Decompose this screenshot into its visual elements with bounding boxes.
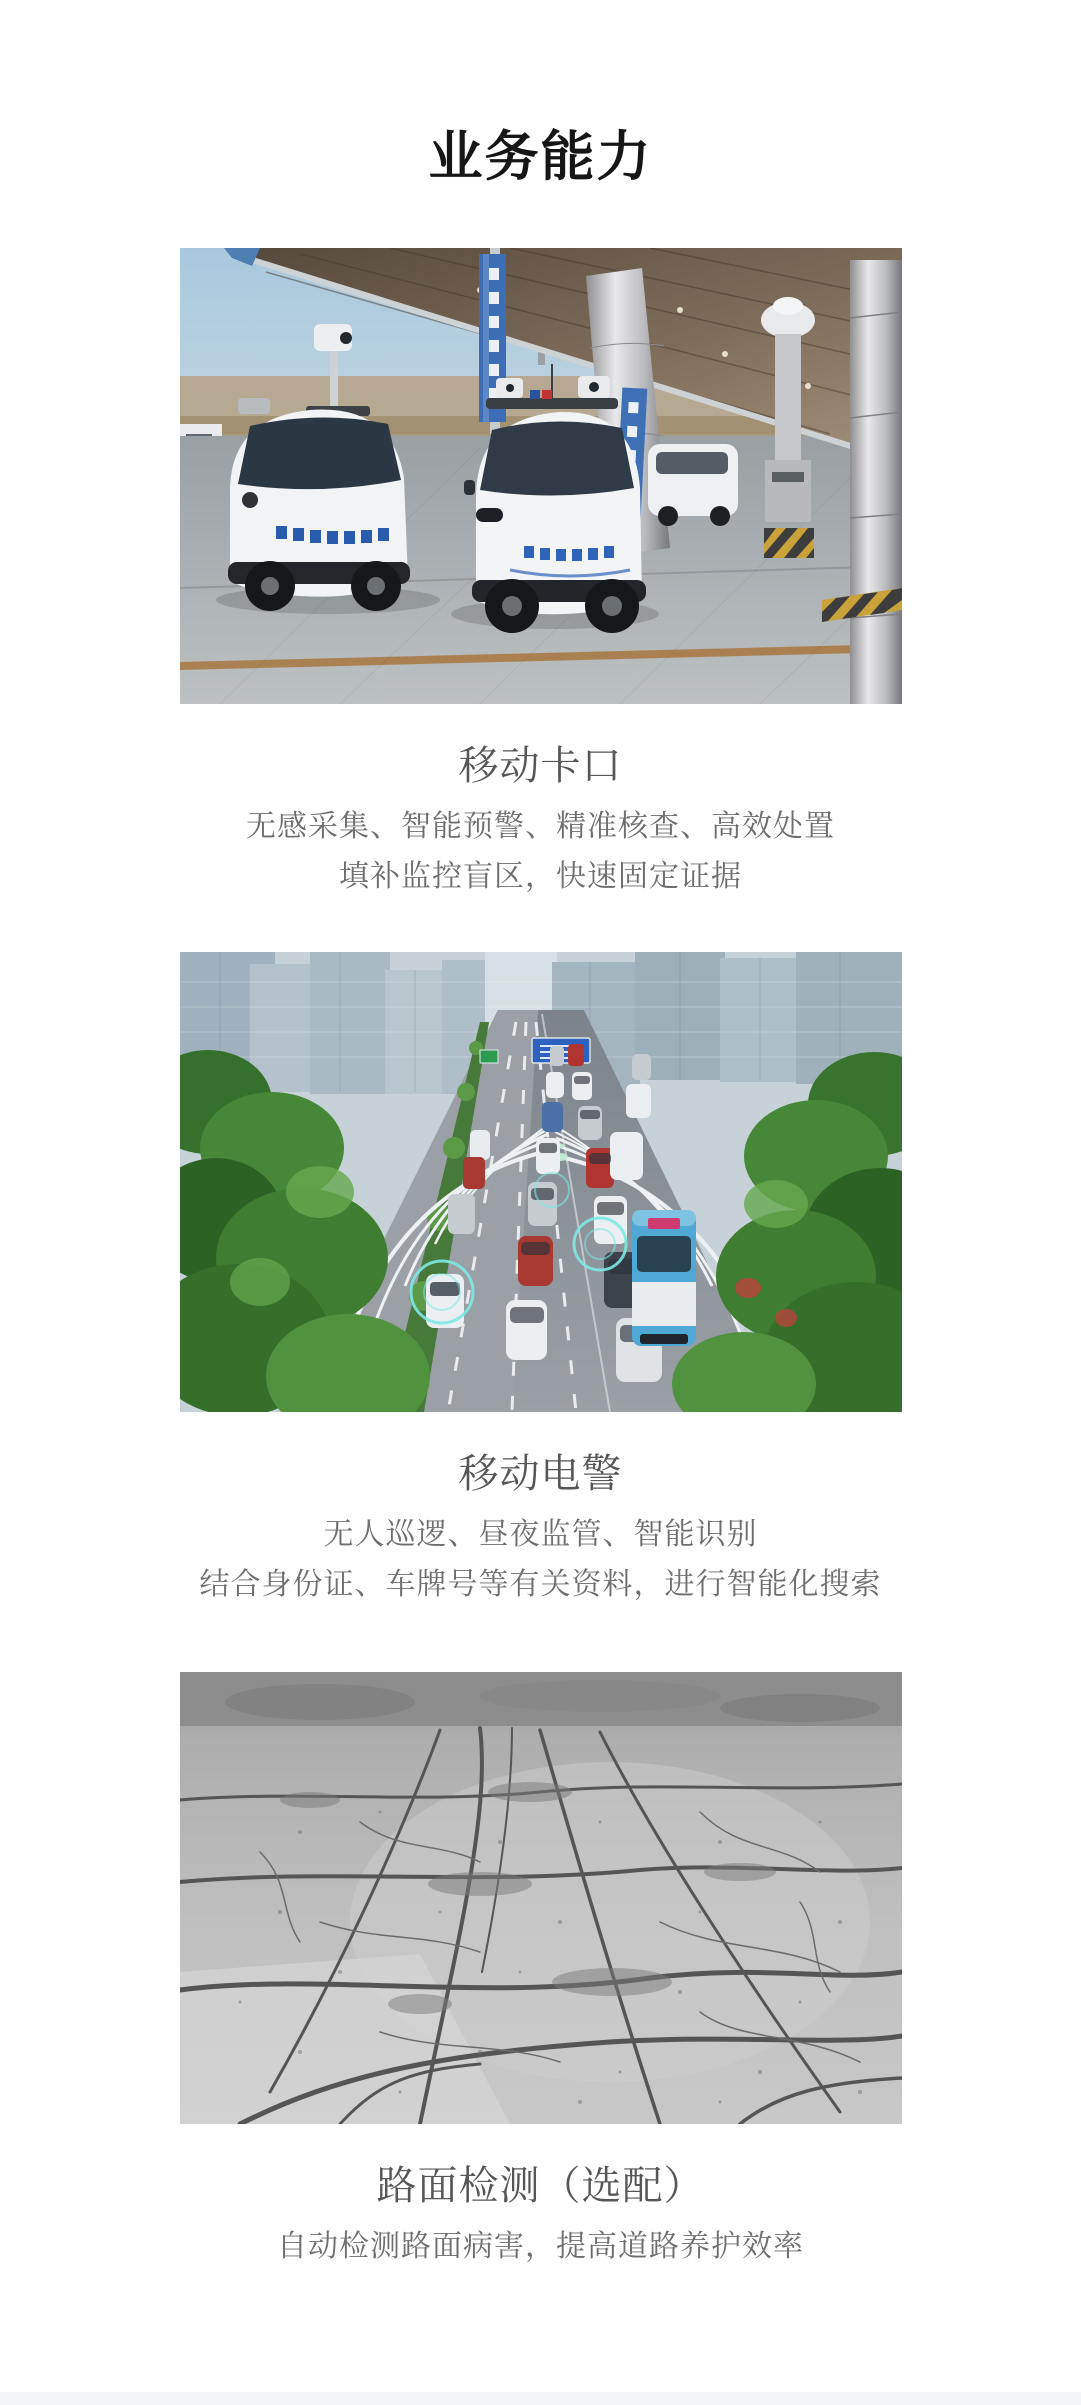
photo-cracked-road-surface (180, 1672, 902, 2124)
section-title-mobile-e-police: 移动电警 (458, 1452, 623, 1496)
photo-city-avenue-traffic (180, 952, 902, 1412)
section-road-surface-detection (0, 1672, 1081, 2272)
section-desc-line: 自动检测路面病害，提高道路养护效率 (277, 2230, 804, 2263)
section-title-mobile-checkpoint: 移动卡口 (458, 744, 623, 788)
section-mobile-checkpoint (0, 248, 1081, 902)
page-title: 业务能力 (428, 127, 653, 187)
toll-station-illustration (180, 248, 902, 704)
section-desc-line: 无人巡逻、昼夜监管、智能识别 (323, 1518, 758, 1551)
section-desc-line: 填补监控盲区，快速固定证据 (339, 860, 742, 893)
section-desc-line: 无感采集、智能预警、精准核查、高效处置 (246, 810, 835, 843)
photo-robot-patrol-vehicles (180, 248, 902, 704)
city-traffic-illustration (180, 952, 902, 1412)
next-section-edge (0, 2392, 1081, 2405)
bus (632, 1210, 696, 1346)
section-mobile-e-police (0, 952, 1081, 1610)
cracked-pavement-illustration (180, 1672, 902, 2124)
section-title-road-surface-detection: 路面检测（选配） (376, 2164, 705, 2208)
section-desc-line: 结合身份证、车牌号等有关资料，进行智能化搜索 (199, 1568, 882, 1601)
